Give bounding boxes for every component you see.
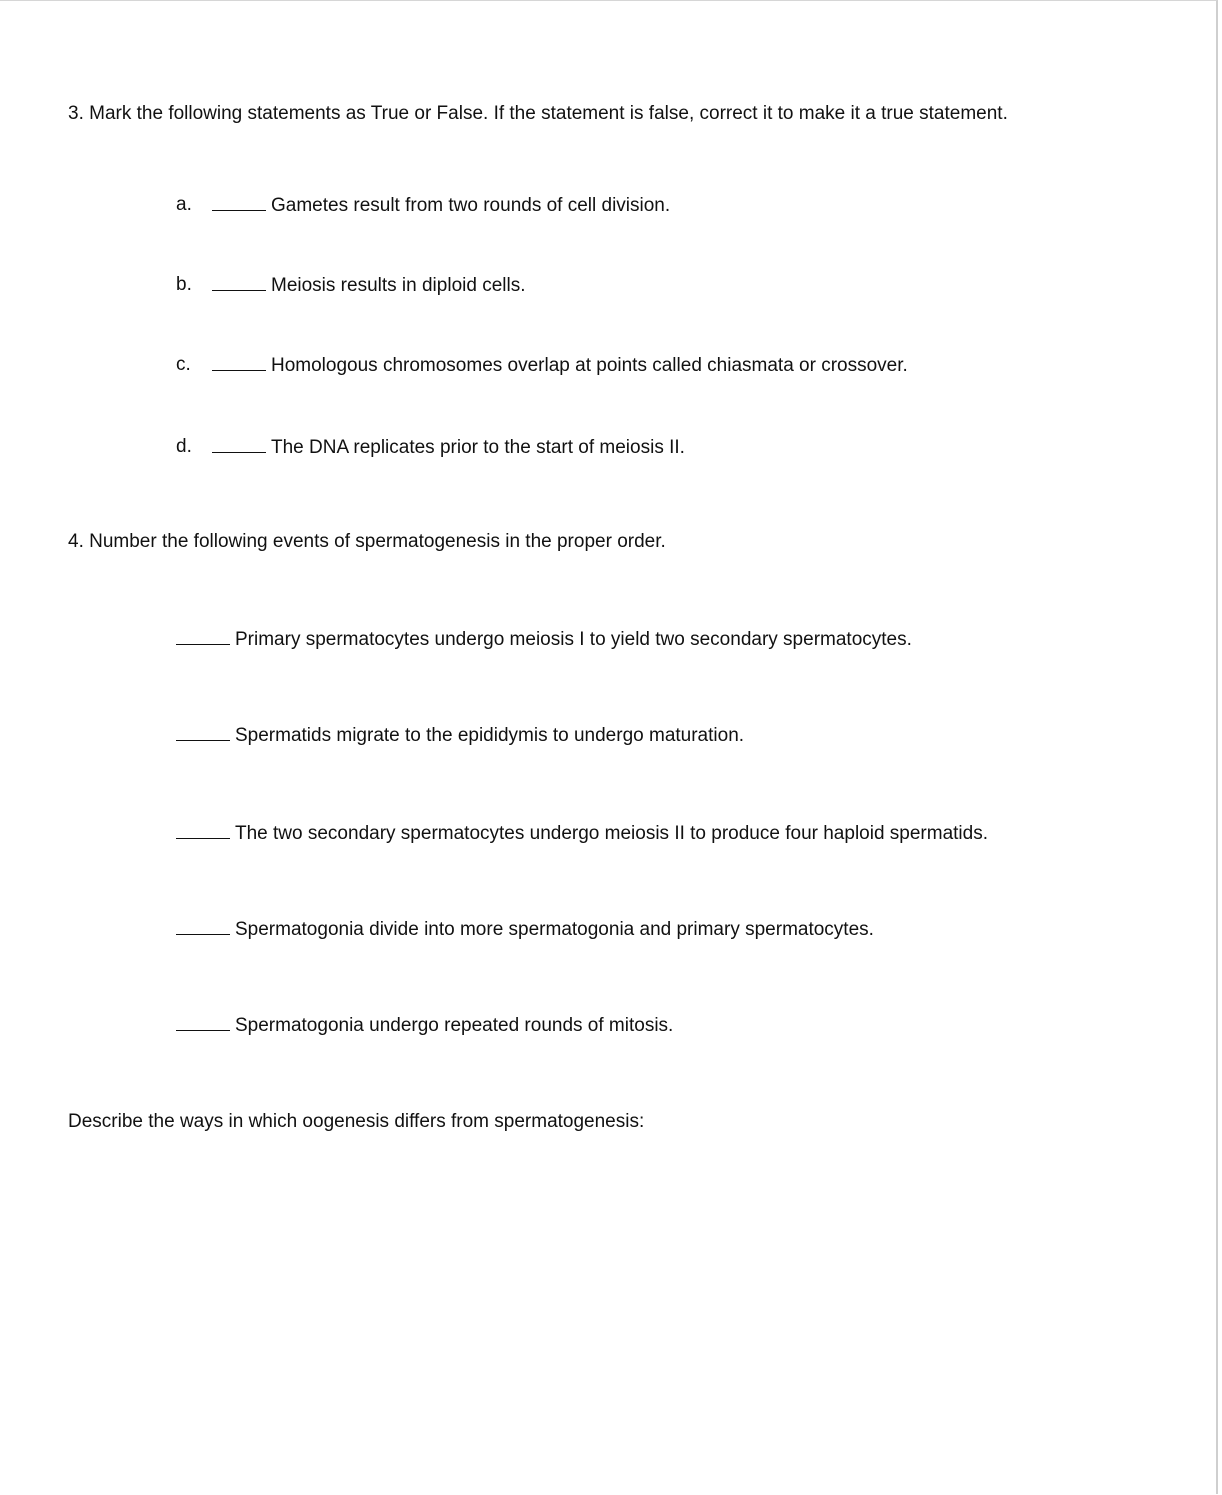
ordering-item-2 [176,723,744,747]
answer-blank[interactable] [176,917,230,935]
ordering-item-4 [176,917,874,941]
event-text: Spermatogonia undergo repeated rounds of mitosis. [235,1015,674,1036]
answer-blank[interactable] [212,435,266,453]
statement-text: The DNA replicates prior to the start of meiosis II. [271,437,685,458]
true-false-item-d [212,435,685,459]
statement-text: Meiosis results in diploid cells. [271,275,526,296]
true-false-item-c [212,353,908,377]
ordering-item-5 [176,1013,673,1037]
describe-prompt: Describe the ways in which oogenesis differs from spermatogenesis: [68,1111,645,1132]
event-text: Spermatids migrate to the epididymis to undergo maturation. [235,725,745,746]
item-letter-b: b. [176,274,192,295]
item-letter-a: a. [176,194,192,215]
question-3-heading: 3. Mark the following statements as True or False. If the statement is false, correct it to make it a true statement. [68,103,1008,124]
answer-blank[interactable] [176,1013,230,1031]
question-4-heading: 4. Number the following events of spermatogenesis in the proper order. [68,531,666,552]
answer-blank[interactable] [176,627,230,645]
event-text: Primary spermatocytes undergo meiosis I to yield two secondary spermatocytes. [235,629,912,650]
answer-blank[interactable] [176,723,230,741]
answer-blank[interactable] [212,193,266,211]
event-text: Spermatogonia divide into more spermatogonia and primary spermatocytes. [235,919,874,940]
answer-blank[interactable] [212,273,266,291]
answer-blank[interactable] [212,353,266,371]
item-letter-c: c. [176,354,191,375]
item-letter-d: d. [176,436,192,457]
event-text: The two secondary spermatocytes undergo meiosis II to produce four haploid spermatids. [235,823,988,844]
ordering-item-1 [176,627,912,651]
ordering-item-3 [176,821,988,845]
statement-text: Homologous chromosomes overlap at points called chiasmata or crossover. [271,355,908,376]
answer-blank[interactable] [176,821,230,839]
true-false-item-b [212,273,526,297]
statement-text: Gametes result from two rounds of cell division. [271,195,671,216]
true-false-item-a [212,193,670,217]
